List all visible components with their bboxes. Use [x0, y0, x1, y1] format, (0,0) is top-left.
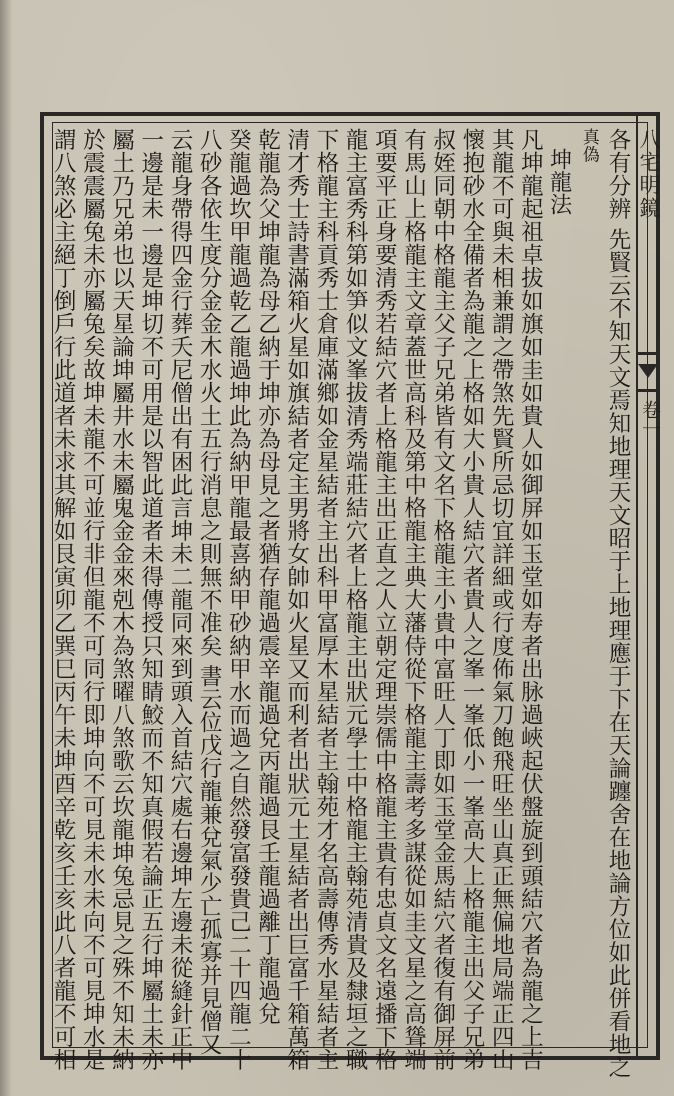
text-column: 云龍身帶得四金行葬夭尼僧出有困此言坤未二龍同來到頭入首結穴處右邊坤左邊未從縫針正中 — [166, 128, 193, 1071]
text-column: 一邊是未一邊是坤切不可用是以智此道者未得傳授只知睛鮫而不知真假若論正五行坤屬土未亦 — [137, 128, 164, 1071]
text-column: 屬土乃兄弟也以天星論坤屬井水未屬鬼金金來剋木為煞曜八煞歌云坎龍坤兔忌見之殊不知未納 — [108, 128, 135, 1071]
text-column: 叔姪同朝中格龍主父子兄弟皆有文名下格龍主小貴中富旺人丁即如玉堂金馬結穴者復有御屏前 — [429, 128, 456, 1071]
page-edge-shadow — [0, 0, 12, 1096]
text-column: 其龍不可與未相兼謂之帶煞先賢所忌切宜詳細或行度佈氣刀飽飛旺坐山真正無偏地局端正四山 — [488, 128, 515, 1071]
text-column: 八砂各依生度分金金木水火土五行消息之則無不准矣 書云位戊行龍兼兌氣少亡孤寡并見僧又 — [196, 128, 223, 1056]
fish-tail-mark-icon — [636, 352, 660, 392]
text-column: 凡坤龍起祖卓拔如旗如圭如貴人如御屏如玉堂如寿者出脉過峽起伏盤旋到頭結穴者為龍之上吉 — [517, 128, 544, 1071]
main-text-block — [50, 128, 632, 1079]
text-column: 龍主富秀科第如笋似文峯拔清秀端莊結穴者上格龍主出狀元學士中格龍主翰苑清貴及隸垣之職 — [342, 128, 369, 1071]
center-fold-title: 八宅明鏡 — [637, 128, 661, 220]
text-column: 懷抱砂水全備者為龍之上格如大小貴人結穴者貴人之峯一峯低小一峯高大上格龍主出父子兄弟 — [458, 128, 485, 1071]
text-column: 項要平正身要清秀若結穴者上格龍主出正直之人立朝定理崇儒中格龍主貴有忠貞文名遠播下格 — [371, 128, 398, 1071]
text-column: 各有分辨 先賢云不知天文焉知地理天文昭于上地理應于下在天論躔舍在地論方位如此併看地之 — [605, 128, 631, 1079]
text-column: 癸龍過坎甲龍過乾乙龍過坤此為納甲龍最喜納甲砂納甲水而過之自然發富發貴己二十四龍二十 — [225, 128, 252, 1071]
text-column: 於震震屬兔未亦屬兔矣故坤未龍不可並行非但龍不可同行即坤向不可見未水未向不可見坤水是 — [79, 128, 106, 1071]
text-column: 乾龍為父坤龍為母乙納于坤亦為母見之者猶存龍過震辛龍過兌丙龍過艮壬龍過離丁龍過兌 — [254, 128, 281, 1025]
text-column: 下格龍主科貢秀士倉庫滿鄉如金星結者主出科甲富厚木星結者主翰苑才名高壽傳秀水星結者主 — [312, 128, 339, 1071]
center-fold-volume: 卷一 — [639, 400, 661, 438]
text-column: 有馬山上格龍主文章蓋世高科及第中格龍主典大藩侍從下格龍主壽考多謀從如圭文星之高聳端 — [400, 128, 427, 1071]
section-heading: 坤龍法 — [546, 148, 572, 216]
center-fold-column — [636, 112, 660, 1060]
text-column: 謂八煞必主絕丁倒戶行此道者未求其解如艮寅卯乙巽巳丙午未坤酉辛乾亥壬亥此八者龍不可相 — [50, 128, 77, 1071]
text-column: 清才秀士詩書滿箱火星如旗結者定主男將女帥如火星又而利者出狀元土星結者出巨富千箱萬箱 — [283, 128, 310, 1071]
text-column: 真偽 — [578, 128, 599, 163]
